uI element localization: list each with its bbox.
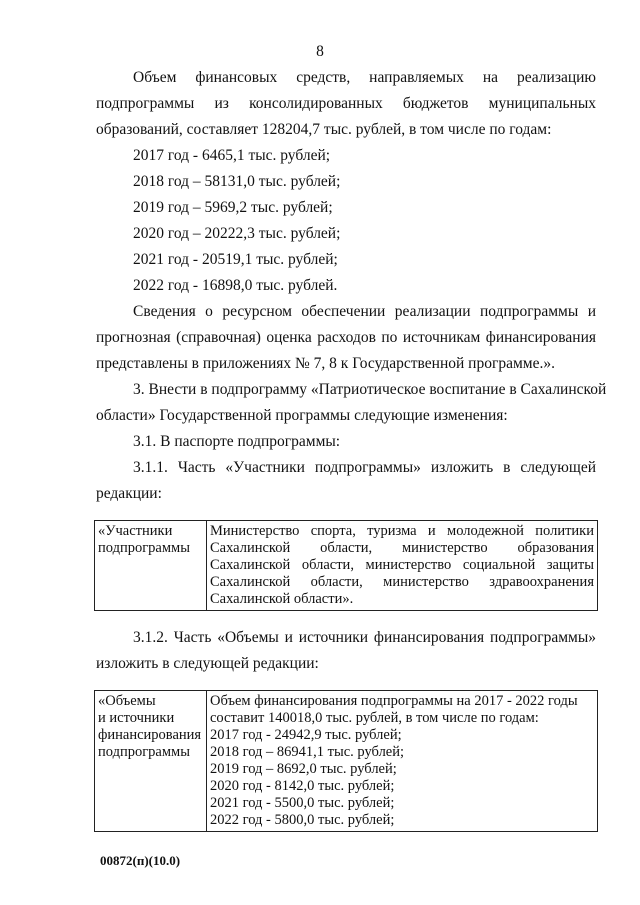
para312-line1: 3.1.2. Часть «Объемы и источники финансирования подпрограммы» [133, 629, 596, 646]
table-row [95, 691, 598, 832]
cell-line: Объем финансирования подпрограммы на 2017 - 2022 годы [210, 693, 578, 709]
cell-line: 2022 год - 5800,0 тыс. рублей; [210, 812, 395, 828]
cell-line: 2018 год – 86941,1 тыс. рублей; [210, 744, 405, 760]
para312-line2: изложить в следующей редакции: [96, 655, 319, 672]
year-line: 2021 год - 20519,1 тыс. рублей; [133, 251, 338, 268]
table-label-cell [95, 691, 207, 832]
cell-line: Сахалинской области, министерство здравоохранения [210, 574, 594, 590]
para1-line2: подпрограммы из консолидированных бюджетов муниципальных [96, 95, 596, 112]
cell-line: подпрограммы [98, 744, 190, 760]
cell-line: Сахалинской области, министерство социальной защиты [210, 557, 594, 573]
funding-table [94, 690, 598, 832]
year-line: 2018 год – 58131,0 тыс. рублей; [133, 173, 341, 190]
year-line: 2019 год – 5969,2 тыс. рублей; [133, 199, 333, 216]
cell-line: подпрограммы [98, 540, 190, 556]
para311-line2: редакции: [96, 485, 162, 502]
cell-line: Сахалинской области». [210, 591, 354, 607]
para2-line3: представлены в приложениях № 7, 8 к Государственной программе.». [96, 355, 555, 372]
year-line: 2017 год - 6465,1 тыс. рублей; [133, 147, 331, 164]
cell-line: и источники [98, 710, 175, 726]
para311-line1: 3.1.1. Часть «Участники подпрограммы» изложить в следующей [133, 459, 596, 476]
cell-line: Министерство спорта, туризма и молодежной политики [210, 523, 594, 539]
cell-line: 2021 год - 5500,0 тыс. рублей; [210, 795, 395, 811]
para1-line3: образований, составляет 128204,7 тыс. рублей, в том числе по годам: [96, 121, 552, 138]
table-value-cell [207, 521, 598, 611]
document-code: 00872(п)(10.0) [100, 853, 181, 868]
cell-line: финансирования [98, 727, 202, 743]
para1-line1: Объем финансовых средств, направляемых на реализацию [133, 69, 596, 86]
cell-line: составит 140018,0 тыс. рублей, в том числе по годам: [210, 710, 539, 726]
year-line: 2020 год – 20222,3 тыс. рублей; [133, 225, 341, 242]
cell-line: Сахалинской области, министерство образования [210, 540, 594, 556]
page-number: 8 [316, 43, 324, 60]
para31: 3.1. В паспорте подпрограммы: [133, 433, 341, 450]
participants-table [94, 520, 598, 611]
table-label-cell [95, 521, 207, 611]
para3-line1: 3. Внести в подпрограмму «Патриотическое воспитание в Сахалинской [133, 381, 607, 398]
year-line: 2022 год - 16898,0 тыс. рублей. [133, 277, 338, 294]
para2-line1: Сведения о ресурсном обеспечении реализации подпрограммы и [133, 303, 596, 320]
table-value-cell [207, 691, 598, 832]
table-row [95, 521, 598, 611]
cell-line: 2019 год – 8692,0 тыс. рублей; [210, 761, 397, 777]
para3-line2: области» Государственной программы следующие изменения: [96, 407, 508, 424]
cell-line: «Объемы [98, 693, 156, 709]
cell-line: 2017 год - 24942,9 тыс. рублей; [210, 727, 402, 743]
cell-line: 2020 год - 8142,0 тыс. рублей; [210, 778, 395, 794]
para2-line2: прогнозная (справочная) оценка расходов по источникам финансирования [96, 329, 596, 346]
cell-line: «Участники [98, 523, 173, 539]
